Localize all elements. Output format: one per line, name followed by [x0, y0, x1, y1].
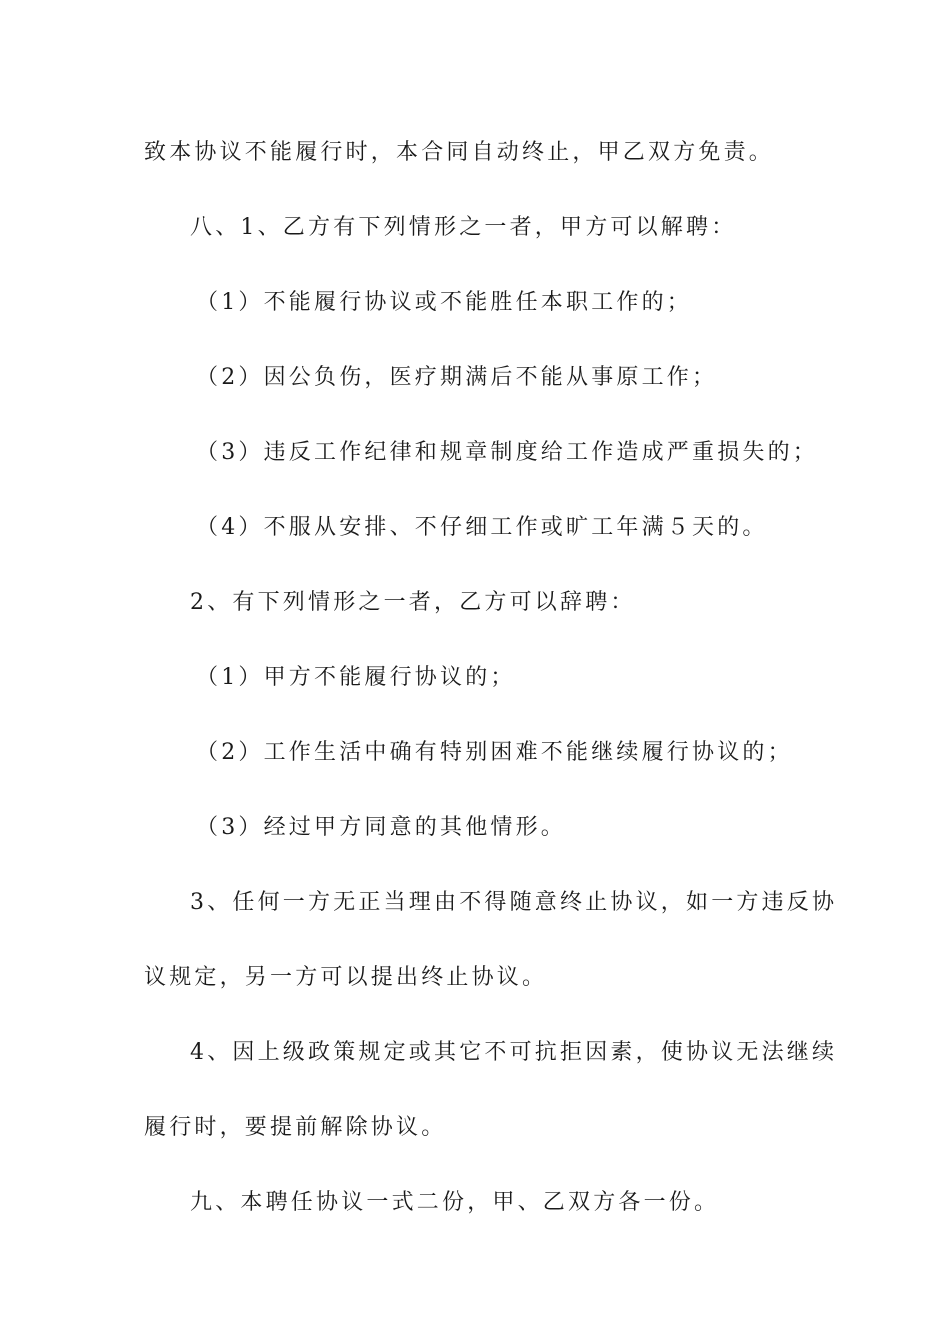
list-item: （3）经过甲方同意的其他情形。 — [196, 815, 566, 840]
list-item: （4）不服从安排、不仔细工作或旷工年满５天的。 — [196, 515, 768, 540]
clause-3-line: 3、任何一方无正当理由不得随意终止协议，如一方违反协 — [190, 890, 838, 915]
paragraph-line: 致本协议不能履行时，本合同自动终止，甲乙双方免责。 — [144, 140, 775, 165]
section-9-line: 九、本聘任协议一式二份，甲、乙双方各一份。 — [190, 1190, 720, 1215]
list-item: （3）违反工作纪律和规章制度给工作造成严重损失的； — [196, 440, 818, 465]
section-8-heading: 八、1、乙方有下列情形之一者，甲方可以解聘： — [190, 215, 737, 240]
list-item: （2）工作生活中确有特别困难不能继续履行协议的； — [196, 740, 793, 765]
clause-3-continuation: 议规定，另一方可以提出终止协议。 — [144, 965, 548, 990]
clause-4-line: 4、因上级政策规定或其它不可抗拒因素，使协议无法继续 — [190, 1040, 838, 1065]
clause-4-continuation: 履行时，要提前解除协议。 — [144, 1115, 447, 1140]
list-item: （2）因公负伤，医疗期满后不能从事原工作； — [196, 365, 718, 390]
list-item: （1）甲方不能履行协议的； — [196, 665, 516, 690]
clause-2-heading: 2、有下列情形之一者，乙方可以辞聘： — [190, 590, 636, 615]
list-item: （1）不能履行协议或不能胜任本职工作的； — [196, 290, 692, 315]
